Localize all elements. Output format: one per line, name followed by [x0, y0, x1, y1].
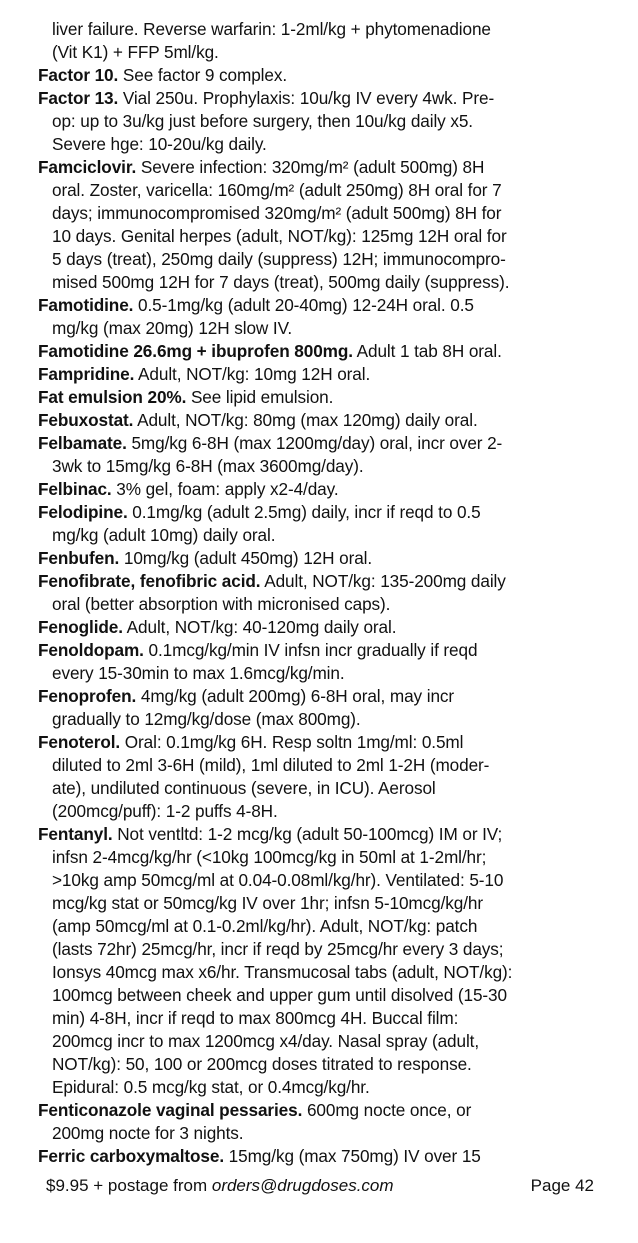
drug-name: Fenoglide. — [38, 617, 123, 637]
entry-text: mcg/kg stat or 50mcg/kg IV over 1hr; infsn 5-10mcg/kg/hr — [52, 893, 483, 913]
entry-text: liver failure. Reverse warfarin: 1-2ml/kg + phytomenadione — [52, 19, 491, 39]
entry-line — [38, 1122, 628, 1145]
entry-text: Adult, NOT/kg: 80mg (max 120mg) daily oral. — [133, 410, 478, 430]
drug-entry — [38, 87, 628, 156]
entry-text: 600mg nocte once, or — [302, 1100, 472, 1120]
entry-text: Vial 250u. Prophylaxis: 10u/kg IV every 4wk. Pre- — [118, 88, 495, 108]
drug-entry — [38, 731, 628, 823]
entry-text: 0.5-1mg/kg (adult 20-40mg) 12-24H oral. 0.5 — [133, 295, 474, 315]
entry-text: oral. Zoster, varicella: 160mg/m² (adult 250mg) 8H oral for 7 — [52, 180, 502, 200]
entry-line — [38, 639, 628, 662]
drug-name: Fenoldopam. — [38, 640, 144, 660]
drug-entry — [38, 501, 628, 547]
drug-entry — [38, 409, 628, 432]
drug-entry — [38, 156, 628, 294]
drug-name: Fenofibrate, fenofibric acid. — [38, 571, 261, 591]
order-email-link[interactable]: orders@drugdoses.com — [211, 1176, 394, 1195]
entry-line — [38, 731, 628, 754]
entry-line — [38, 1053, 628, 1076]
entry-line — [38, 409, 628, 432]
entry-line — [38, 179, 628, 202]
drug-name: Felodipine. — [38, 502, 128, 522]
drug-name: Fenbufen. — [38, 548, 120, 568]
entry-text: 5 days (treat), 250mg daily (suppress) 12H; immunocompro- — [52, 249, 506, 269]
entry-line — [38, 340, 628, 363]
entry-text: See factor 9 complex. — [118, 65, 288, 85]
drug-name: Famotidine. — [38, 295, 134, 315]
entry-line — [38, 754, 628, 777]
drug-entry — [38, 363, 628, 386]
entry-line — [38, 294, 628, 317]
drug-name: Ferric carboxymaltose. — [38, 1146, 224, 1166]
entry-line — [38, 915, 628, 938]
entry-line — [38, 524, 628, 547]
entry-text: days; immunocompromised 320mg/m² (adult 500mg) 8H for — [52, 203, 502, 223]
drug-entry — [38, 386, 628, 409]
drug-entry — [38, 547, 628, 570]
entry-text: See lipid emulsion. — [186, 387, 334, 407]
entry-text: Severe infection: 320mg/m² (adult 500mg) 8H — [136, 157, 485, 177]
entry-text: 200mcg incr to max 1200mcg x4/day. Nasal spray (adult, — [52, 1031, 480, 1051]
entry-text: NOT/kg): 50, 100 or 200mcg doses titrated to response. — [52, 1054, 472, 1074]
entry-line — [38, 1030, 628, 1053]
entry-text: diluted to 2ml 3-6H (mild), 1ml diluted to 2ml 1-2H (moder- — [52, 755, 490, 775]
entry-text: >10kg amp 50mcg/ml at 0.04-0.08ml/kg/hr). Ventilated: 5-10 — [52, 870, 504, 890]
entry-line — [38, 110, 628, 133]
entry-text: mised 500mg 12H for 7 days (treat), 500mg daily (suppress). — [52, 272, 510, 292]
page-footer — [46, 1176, 594, 1196]
entry-text: mg/kg (adult 10mg) daily oral. — [52, 525, 276, 545]
entry-line — [38, 501, 628, 524]
entry-text: 10 days. Genital herpes (adult, NOT/kg): 125mg 12H oral for — [52, 226, 507, 246]
entry-text: 3wk to 15mg/kg 6-8H (max 3600mg/day). — [52, 456, 364, 476]
drug-entry — [38, 616, 628, 639]
entry-text: 5mg/kg 6-8H (max 1200mg/day) oral, incr over 2- — [126, 433, 503, 453]
drug-name: Fampridine. — [38, 364, 135, 384]
drug-name: Fentanyl. — [38, 824, 113, 844]
entry-text: 0.1mg/kg (adult 2.5mg) daily, incr if reqd to 0.5 — [127, 502, 481, 522]
drug-name: Febuxostat. — [38, 410, 134, 430]
entry-line — [38, 593, 628, 616]
drug-entry — [38, 639, 628, 685]
entry-line — [38, 317, 628, 340]
entry-text: op: up to 3u/kg just before surgery, then 10u/kg daily x5. — [52, 111, 473, 131]
entry-line — [38, 18, 628, 41]
entry-text: 4mg/kg (adult 200mg) 6-8H oral, may incr — [136, 686, 455, 706]
entry-text: min) 4-8H, incr if reqd to max 800mcg 4H. Buccal film: — [52, 1008, 459, 1028]
entry-text: 200mg nocte for 3 nights. — [52, 1123, 244, 1143]
drug-name: Fat emulsion 20%. — [38, 387, 187, 407]
entry-line — [38, 662, 628, 685]
drug-entry — [38, 1145, 628, 1168]
drug-name: Felbinac. — [38, 479, 112, 499]
entry-line — [38, 271, 628, 294]
entry-line — [38, 225, 628, 248]
drug-dosage-list — [38, 18, 628, 1168]
entry-text: Adult 1 tab 8H oral. — [352, 341, 502, 361]
drug-entry — [38, 432, 628, 478]
drug-name: Fenoterol. — [38, 732, 121, 752]
drug-entry — [38, 1099, 628, 1145]
entry-text: 0.1mcg/kg/min IV infsn incr gradually if reqd — [143, 640, 478, 660]
entry-line — [38, 846, 628, 869]
entry-line — [38, 685, 628, 708]
entry-text: Adult, NOT/kg: 135-200mg daily — [260, 571, 506, 591]
drug-entry — [38, 823, 628, 1099]
entry-line — [38, 133, 628, 156]
entry-text: Severe hge: 10-20u/kg daily. — [52, 134, 267, 154]
drug-entry — [38, 478, 628, 501]
entry-line — [38, 892, 628, 915]
entry-text: (Vit K1) + FFP 5ml/kg. — [52, 42, 219, 62]
drug-name: Felbamate. — [38, 433, 127, 453]
entry-line — [38, 87, 628, 110]
entry-text: (200mcg/puff): 1-2 puffs 4-8H. — [52, 801, 278, 821]
entry-line — [38, 777, 628, 800]
entry-text: infsn 2-4mcg/kg/hr (<10kg 100mcg/kg in 50ml at 1-2ml/hr; — [52, 847, 487, 867]
entry-line — [38, 984, 628, 1007]
entry-line — [38, 800, 628, 823]
entry-text: Adult, NOT/kg: 10mg 12H oral. — [134, 364, 371, 384]
drug-name: Famotidine 26.6mg + ibuprofen 800mg. — [38, 341, 353, 361]
page-number: Page 42 — [530, 1176, 594, 1195]
entry-line — [38, 1099, 628, 1122]
entry-line — [38, 432, 628, 455]
entry-text: 15mg/kg (max 750mg) IV over 15 — [224, 1146, 481, 1166]
drug-entry — [38, 340, 628, 363]
entry-line — [38, 1007, 628, 1030]
entry-text: Not ventltd: 1-2 mcg/kg (adult 50-100mcg) IM or IV; — [112, 824, 503, 844]
entry-line — [38, 708, 628, 731]
entry-text: gradually to 12mg/kg/dose (max 800mg). — [52, 709, 361, 729]
entry-text: 3% gel, foam: apply x2-4/day. — [111, 479, 339, 499]
drug-name: Famciclovir. — [38, 157, 137, 177]
entry-text: ate), undiluted continuous (severe, in ICU). Aerosol — [52, 778, 436, 798]
entry-line — [38, 386, 628, 409]
entry-line — [38, 202, 628, 225]
entry-line — [38, 616, 628, 639]
entry-text: oral (better absorption with micronised caps). — [52, 594, 391, 614]
entry-line — [38, 961, 628, 984]
entry-text: Adult, NOT/kg: 40-120mg daily oral. — [122, 617, 397, 637]
entry-line — [38, 938, 628, 961]
entry-text: every 15-30min to max 1.6mcg/kg/min. — [52, 663, 345, 683]
entry-text: Epidural: 0.5 mcg/kg stat, or 0.4mcg/kg/hr. — [52, 1077, 370, 1097]
entry-line — [38, 478, 628, 501]
entry-line — [38, 823, 628, 846]
entry-line — [38, 1145, 628, 1168]
entry-text: Ionsys 40mcg max x6/hr. Transmucosal tabs (adult, NOT/kg): — [52, 962, 513, 982]
entry-text: (lasts 72hr) 25mcg/hr, incr if reqd by 25mcg/hr every 3 days; — [52, 939, 504, 959]
drug-name: Factor 10. — [38, 65, 119, 85]
entry-line — [38, 547, 628, 570]
entry-line — [38, 156, 628, 179]
entry-line — [38, 41, 628, 64]
entry-line — [38, 869, 628, 892]
drug-name: Fenticonazole vaginal pessaries. — [38, 1100, 303, 1120]
entry-line — [38, 570, 628, 593]
drug-entry — [38, 18, 628, 64]
entry-line — [38, 248, 628, 271]
order-info — [46, 1176, 394, 1196]
drug-entry — [38, 64, 628, 87]
drug-name: Fenoprofen. — [38, 686, 137, 706]
entry-text: (amp 50mcg/ml at 0.1-0.2ml/kg/hr). Adult, NOT/kg: patch — [52, 916, 478, 936]
entry-text: mg/kg (max 20mg) 12H slow IV. — [52, 318, 293, 338]
entry-text: Oral: 0.1mg/kg 6H. Resp soltn 1mg/ml: 0.5ml — [120, 732, 464, 752]
entry-line — [38, 363, 628, 386]
entry-line — [38, 455, 628, 478]
drug-name: Factor 13. — [38, 88, 119, 108]
entry-text: 100mcg between cheek and upper gum until disolved (15-30 — [52, 985, 507, 1005]
drug-entry — [38, 294, 628, 340]
price-text: $9.95 + postage from — [46, 1176, 212, 1195]
drug-entry — [38, 685, 628, 731]
drug-entry — [38, 570, 628, 616]
entry-text: 10mg/kg (adult 450mg) 12H oral. — [119, 548, 373, 568]
entry-line — [38, 64, 628, 87]
entry-line — [38, 1076, 628, 1099]
